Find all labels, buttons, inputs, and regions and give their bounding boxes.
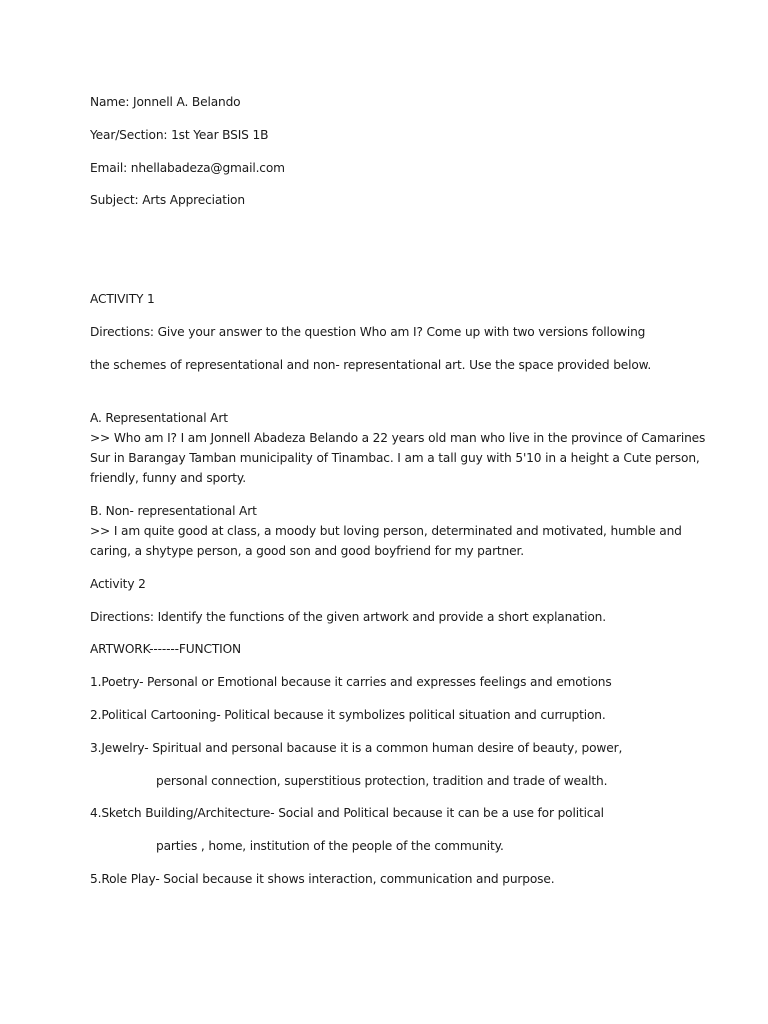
artwork-function-header: ARTWORK-------FUNCTION — [90, 642, 241, 656]
representational-text-line3: friendly, funny and sporty. — [90, 471, 246, 485]
year-section: Year/Section: 1st Year BSIS 1B — [90, 128, 269, 142]
list-item-political-cartooning: 2.Political Cartooning- Political because it symbolizes political situation and curruption. — [90, 708, 606, 722]
non-representational-section — [90, 501, 682, 561]
subject: Subject: Arts Appreciation — [90, 193, 245, 207]
list-item-architecture: 4.Sketch Building/Architecture- Social and Political because it can be a use for political — [90, 806, 604, 820]
non-representational-heading: B. Non- representational Art — [90, 504, 257, 518]
student-name: Name: Jonnell A. Belando — [90, 95, 241, 109]
activity1-directions-line2: the schemes of representational and non- representational art. Use the space provided below. — [90, 358, 652, 372]
representational-text-line1: >> Who am I? I am Jonnell Abadeza Belando a 22 years old man who live in the province of Camarines — [90, 431, 706, 445]
representational-text-line2: Sur in Barangay Tamban municipality of Tinambac. I am a tall guy with 5'10 in a height a Cute person, — [90, 451, 700, 465]
list-item-poetry: 1.Poetry- Personal or Emotional because it carries and expresses feelings and emotions — [90, 675, 612, 689]
activity2-directions: Directions: Identify the functions of the given artwork and provide a short explanation. — [90, 610, 606, 624]
activity2-title: Activity 2 — [90, 577, 146, 591]
list-item-jewelry: 3.Jewelry- Spiritual and personal bacause it is a common human desire of beauty, power, — [90, 741, 623, 755]
list-item-role-play: 5.Role Play- Social because it shows interaction, communication and purpose. — [90, 872, 555, 886]
email: Email: nhellabadeza@gmail.com — [90, 161, 285, 175]
representational-section — [90, 408, 705, 488]
non-representational-text-line1: >> I am quite good at class, a moody but loving person, determinated and motivated, humble and — [90, 524, 682, 538]
list-item-architecture-continued: parties , home, institution of the people of the community. — [156, 839, 504, 853]
activity1-title: ACTIVITY 1 — [90, 292, 155, 306]
non-representational-text-line2: caring, a shytype person, a good son and good boyfriend for my partner. — [90, 544, 524, 558]
representational-heading: A. Representational Art — [90, 411, 228, 425]
activity1-directions-line1: Directions: Give your answer to the question Who am I? Come up with two versions following — [90, 325, 646, 339]
list-item-jewelry-continued: personal connection, superstitious protection, tradition and trade of wealth. — [156, 774, 608, 788]
